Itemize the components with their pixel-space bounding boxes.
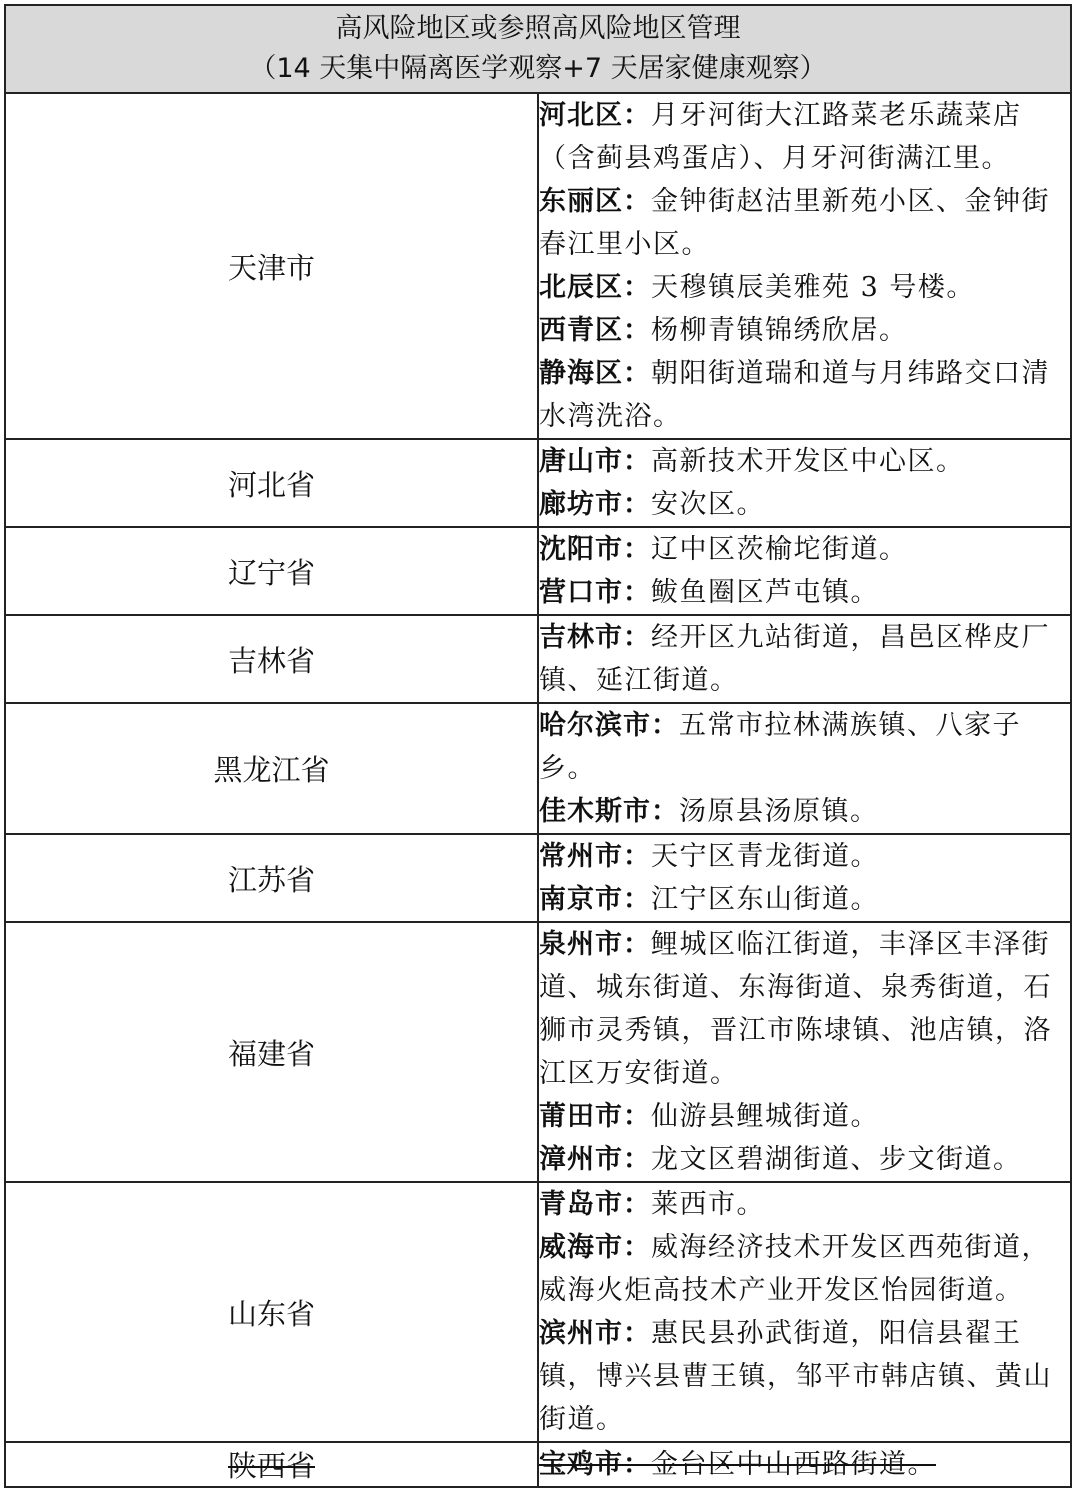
detail-cell [538, 615, 1071, 703]
city-label: 威海市： [539, 1232, 651, 1263]
table-row [5, 615, 1071, 703]
city-label: 莆田市： [539, 1101, 651, 1132]
city-label: 青岛市： [539, 1189, 651, 1220]
entry [539, 923, 1070, 1095]
entry [539, 309, 1070, 352]
entry-text: 辽中区茨榆坨街道。 [651, 534, 908, 565]
entry-text: 经开区九站街道，昌邑区桦皮厂镇、延江街道。 [539, 622, 1050, 696]
entry-text: 朝阳街道瑞和道与月纬路交口清水湾洗浴。 [539, 358, 1050, 432]
entry [539, 1443, 1070, 1486]
city-label: 东丽区： [539, 186, 651, 217]
city-label: 南京市： [539, 884, 651, 915]
entry-text: 汤原县汤原镇。 [679, 796, 879, 827]
province-cell: 江苏省 [5, 834, 538, 922]
table-row [5, 1182, 1071, 1442]
city-label: 沈阳市： [539, 534, 651, 565]
detail-cell [538, 703, 1071, 834]
entry [539, 440, 1070, 483]
detail-cell [538, 922, 1071, 1182]
table-row [5, 703, 1071, 834]
province-cell: 辽宁省 [5, 527, 538, 615]
city-label: 常州市： [539, 841, 651, 872]
table-row [5, 93, 1071, 439]
entry [539, 528, 1070, 571]
entry-text: 鲤城区临江街道，丰泽区丰泽街道、城东街道、东海街道、泉秀街道，石狮市灵秀镇，晋江市陈埭镇、池店镇，洛江区万安街道。 [539, 929, 1052, 1089]
city-label: 唐山市： [539, 446, 651, 477]
table-header [5, 5, 1071, 93]
entry [539, 878, 1070, 921]
entry-text: 莱西市。 [651, 1189, 765, 1220]
table-row-struck [5, 1442, 1071, 1487]
entry [539, 835, 1070, 878]
province-cell: 吉林省 [5, 615, 538, 703]
entry [539, 1095, 1070, 1138]
entry [539, 704, 1070, 790]
entry-text: 江宁区东山街道。 [651, 884, 879, 915]
city-label: 北辰区： [539, 272, 651, 303]
detail-cell [538, 834, 1071, 922]
header-subtitle: （14 天集中隔离医学观察+7 天居家健康观察） [249, 53, 827, 84]
province-cell: 陕西省 [5, 1442, 538, 1487]
city-label: 静海区： [539, 358, 651, 389]
entry-text: 高新技术开发区中心区。 [651, 446, 965, 477]
province-cell: 山东省 [5, 1182, 538, 1442]
province-cell: 河北省 [5, 439, 538, 527]
entry [539, 266, 1070, 309]
entry-text: 天穆镇辰美雅苑 3 号楼。 [651, 272, 975, 303]
city-label: 吉林市： [539, 622, 651, 653]
table-header-row [5, 5, 1071, 93]
table-row [5, 922, 1071, 1182]
header-title: 高风险地区或参照高风险地区管理 [335, 13, 741, 44]
table-row [5, 527, 1071, 615]
entry [539, 1226, 1070, 1312]
entry [539, 1138, 1070, 1181]
entry [539, 180, 1070, 266]
entry-text: 金台区中山西路街道。 [651, 1449, 936, 1480]
detail-cell [538, 1442, 1071, 1487]
city-label: 滨州市： [539, 1318, 651, 1349]
province-cell: 天津市 [5, 93, 538, 439]
entry-text: 月牙河街大江路菜老乐蔬菜店（含蓟县鸡蛋店）、月牙河街满江里。 [539, 100, 1022, 174]
city-label: 泉州市： [539, 929, 651, 960]
entry [539, 571, 1070, 614]
city-label: 宝鸡市： [539, 1449, 651, 1480]
city-label: 廊坊市： [539, 489, 651, 520]
entry [539, 616, 1070, 702]
entry [539, 352, 1070, 438]
province-cell: 福建省 [5, 922, 538, 1182]
detail-cell [538, 1182, 1071, 1442]
entry [539, 1183, 1070, 1226]
entry-text: 安次区。 [651, 489, 765, 520]
city-label: 佳木斯市： [539, 796, 679, 827]
city-label: 漳州市： [539, 1144, 651, 1175]
entry-text: 天宁区青龙街道。 [651, 841, 879, 872]
entry [539, 1312, 1070, 1441]
table-row [5, 834, 1071, 922]
detail-cell [538, 527, 1071, 615]
entry-text: 鲅鱼圈区芦屯镇。 [651, 577, 879, 608]
entry-text: 五常市拉林满族镇、八家子乡。 [539, 710, 1021, 784]
risk-area-table [4, 4, 1072, 1488]
entry [539, 94, 1070, 180]
city-label: 哈尔滨市： [539, 710, 679, 741]
entry-text: 惠民县孙武街道，阳信县翟王镇，博兴县曹王镇，邹平市韩店镇、黄山街道。 [539, 1318, 1052, 1435]
city-label: 河北区： [539, 100, 651, 131]
table-row [5, 439, 1071, 527]
detail-cell [538, 439, 1071, 527]
entry-text: 金钟街赵沽里新苑小区、金钟街春江里小区。 [539, 186, 1050, 260]
city-label: 西青区： [539, 315, 651, 346]
entry-text: 威海经济技术开发区西苑街道，威海火炬高技术产业开发区怡园街道。 [539, 1232, 1050, 1306]
entry-text: 仙游县鲤城街道。 [651, 1101, 879, 1132]
province-cell: 黑龙江省 [5, 703, 538, 834]
entry-text: 杨柳青镇锦绣欣居。 [651, 315, 908, 346]
entry [539, 483, 1070, 526]
entry-text: 龙文区碧湖街道、步文街道。 [651, 1144, 1022, 1175]
entry [539, 790, 1070, 833]
detail-cell [538, 93, 1071, 439]
city-label: 营口市： [539, 577, 651, 608]
